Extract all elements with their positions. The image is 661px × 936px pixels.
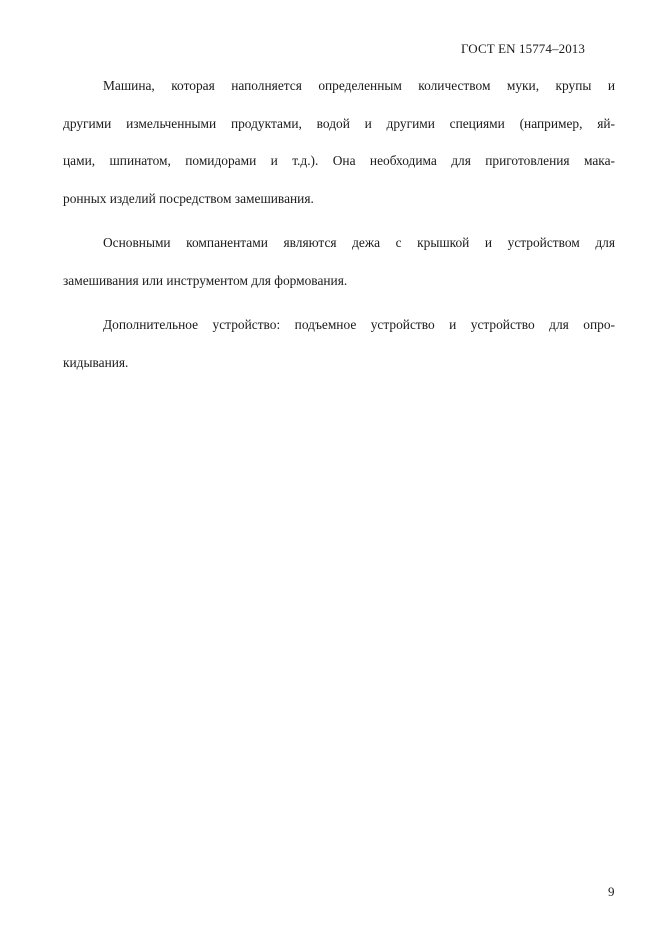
text-line: другими измельченными продуктами, водой и другими специями (например, яй- (63, 115, 615, 131)
standard-code-header: ГОСТ EN 15774–2013 (461, 41, 585, 56)
page-number: 9 (608, 884, 615, 899)
document-body (63, 67, 615, 388)
text-line: цами, шпинатом, помидорами и т.д.). Она необходима для приготовления мака- (63, 153, 615, 168)
text-line: замешивания или инструментом для формования. (63, 272, 348, 288)
paragraph-machine-description (63, 67, 615, 217)
text-line: ронных изделий посредством замешивания. (63, 190, 314, 206)
text-line: Основными компанентами являются дежа с крышкой и устройством для (103, 235, 615, 250)
text-line: Дополнительное устройство: подъемное устройство и устройство для опро- (103, 317, 615, 332)
paragraph-main-components (63, 224, 615, 299)
text-line: Машина, которая наполняется определенным количеством муки, крупы и (103, 78, 615, 93)
paragraph-additional-device (63, 306, 615, 381)
text-line: кидывания. (63, 354, 129, 370)
